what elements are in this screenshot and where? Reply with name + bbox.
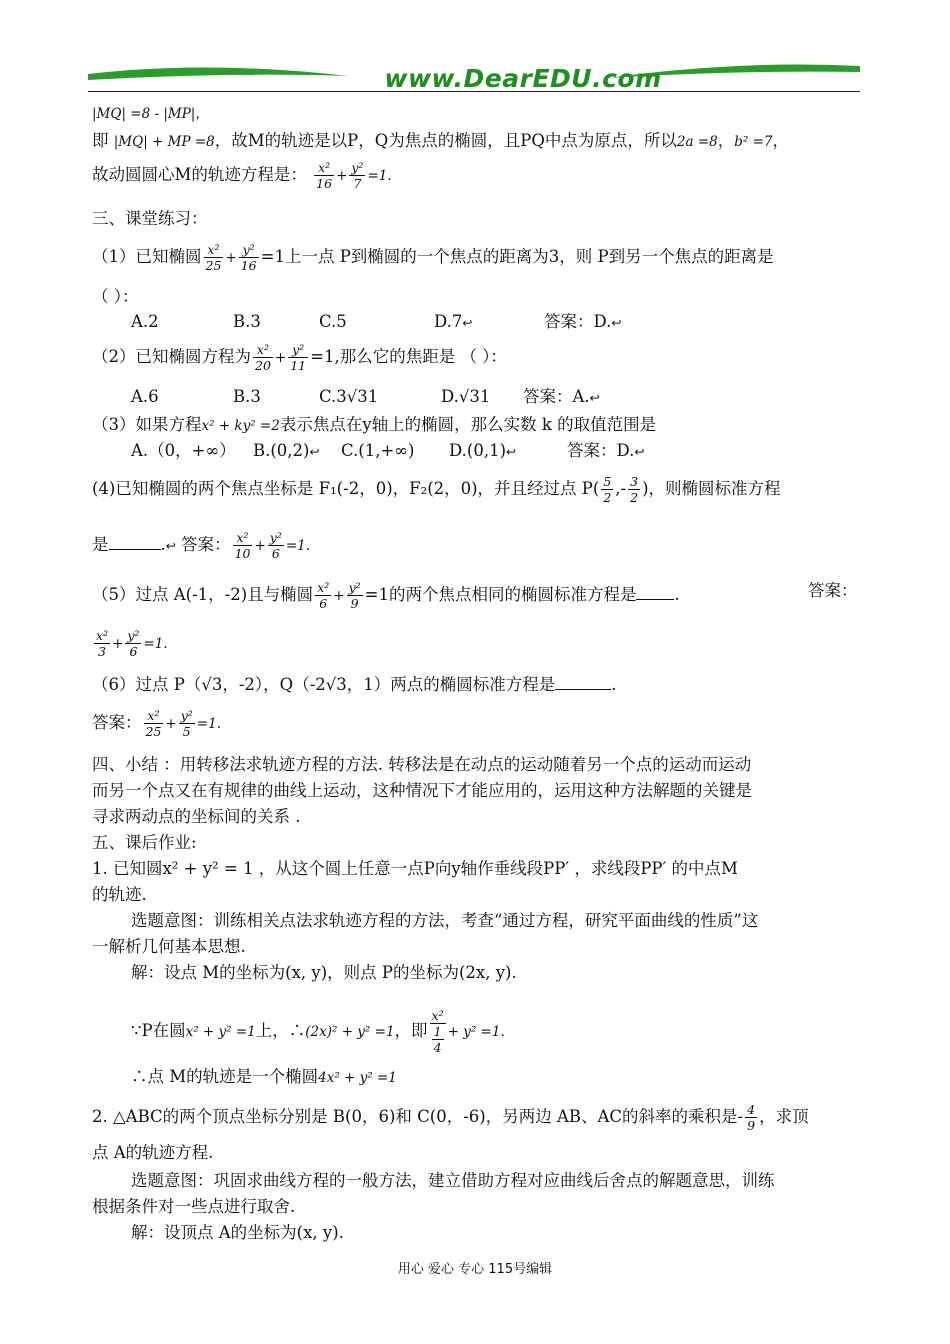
hw1-stem: 1. 已知圆x² + y² = 1 ，从这个圆上任意一点P向y轴作垂线段PP′ ，求线段PP′ 的中点M — [92, 859, 738, 878]
summary-line-3: 寻求两动点的坐标间的关系 . — [92, 807, 301, 826]
hw2-intent-2: 根据条件对一些点进行取舍. — [92, 1197, 296, 1216]
hw2-intent: 选题意图：巩固求曲线方程的一般方法，建立借助方程对应曲线后舍点的解题意思，训练 — [131, 1171, 775, 1190]
summary-line-2: 而另一个点又在有规律的曲线上运动，这种情况下才能应用的，运用这种方法解题的关键是 — [92, 781, 752, 800]
return-mark-icon: ↩ — [165, 539, 176, 553]
section-5-heading: 五、课后作业: — [92, 833, 197, 852]
return-mark-icon: ↩ — [634, 445, 645, 459]
site-brand[interactable]: www.DearEDU.com — [384, 64, 662, 93]
page-footer: 用心 爱心 专心 115号编辑 — [397, 1262, 553, 1277]
q3-stem: （3）如果方程x² + ky² =2表示焦点在y轴上的椭圆，那么实数 k 的取值范围是 — [92, 415, 657, 434]
return-mark-icon: ↩ — [309, 445, 320, 459]
hw2-stem-2: 点 A的轨迹方程. — [92, 1143, 214, 1162]
return-mark-icon: ↩ — [462, 316, 473, 330]
page-header — [88, 58, 860, 98]
summary-line-1: 四、小结 ：用转移法求轨迹方程的方法. 转移法是在动点的运动随着另一个点的运动而运动 — [92, 755, 752, 774]
q5-answer: $\frac{\text{x²}}{3}$ + $\frac{\text{y²}}{6}$ =1. — [96, 628, 168, 659]
hw1-solution: 解：设点 M的坐标为(x, y)，则点 P的坐标为(2x, y). — [131, 963, 517, 982]
return-mark-icon: ↩ — [506, 445, 517, 459]
hw1-derivation: ∵P在圆x² + y² =1上，∴(2x)² + y² =1，即 $\frac{\text{x²}}{\frac{1}{4}}$ + y² =1. — [131, 1008, 505, 1055]
q5-answer-label: 答案： — [808, 581, 858, 600]
q4-stem: (4)已知椭圆的两个焦点坐标是 F₁(-2，0)，F₂(2，0)，并且经过点 P( $\frac{5}{2}$ ,- $\frac{3}{2}$ )，则椭圆标准方程 — [92, 474, 781, 505]
hw1-stem-2: 的轨迹. — [92, 885, 147, 904]
header-rule — [88, 91, 860, 92]
line-ellipse-conclusion: 即 |MQ| + MP =8，故M的轨迹是以P，Q为焦点的椭圆，且PQ中点为原点，所以2a =8，b² =7， — [92, 131, 789, 150]
return-mark-icon: ↩ — [611, 316, 622, 330]
return-mark-icon: ↩ — [589, 391, 600, 405]
line-locus-equation: 故动圆圆心M的轨迹方程是： $\frac{\text{x²}}{16}$ + $\frac{\text{y²}}{7}$ =1. — [92, 160, 392, 191]
hw1-conclusion: ∴点 M的轨迹是一个椭圆4x² + y² =1 — [131, 1067, 397, 1086]
q5-stem: （5）过点 A(-1，-2)且与椭圆 $\frac{\text{x²}}{6}$ + $\frac{\text{y²}}{9}$ =1的两个焦点相同的椭圆标准方程是 . — [92, 580, 680, 611]
q4-answer: 是 .↩ 答案： $\frac{\text{x²}}{10}$ + $\frac{\text{y²}}{6}$ =1. — [92, 530, 311, 561]
q6-answer: 答案： $\frac{\text{x²}}{25}$ + $\frac{\text{y²}}{5}$ =1. — [92, 708, 221, 739]
q2-stem: （2）已知椭圆方程为 $\frac{\text{x²}}{20}$ + $\frac{\text{y²}}{11}$ =1,那么它的焦距是 （ ）： — [92, 342, 507, 373]
q6-stem: （6）过点 P（√3，-2），Q（-2√3，1）两点的椭圆标准方程是 . — [92, 675, 617, 694]
hw2-stem: 2. △ABC的两个顶点坐标分别是 B(0，6)和 C(0，-6)，另两边 AB、AC的斜率的乘积是- $\frac{4}{9}$ ，求顶 — [92, 1102, 809, 1133]
q1-bracket: （ ）： — [92, 287, 139, 306]
hw1-intent: 选题意图：训练相关点法求轨迹方程的方法，考查“通过方程，研究平面曲线的性质”这 — [131, 911, 759, 930]
section-3-heading: 三、课堂练习： — [92, 209, 208, 228]
line-mq: |MQ| =8 - |MP|， — [92, 106, 209, 122]
hw2-solution: 解：设顶点 A的坐标为(x, y). — [131, 1223, 344, 1242]
hw1-intent-2: 一解析几何基本思想. — [92, 937, 246, 956]
q1-stem: （1）已知椭圆 $\frac{\text{x²}}{25}$ + $\frac{\text{y²}}{16}$ =1上一点 P到椭圆的一个焦点的距离为3，则 P到另一个焦点的距离是 — [92, 242, 774, 273]
